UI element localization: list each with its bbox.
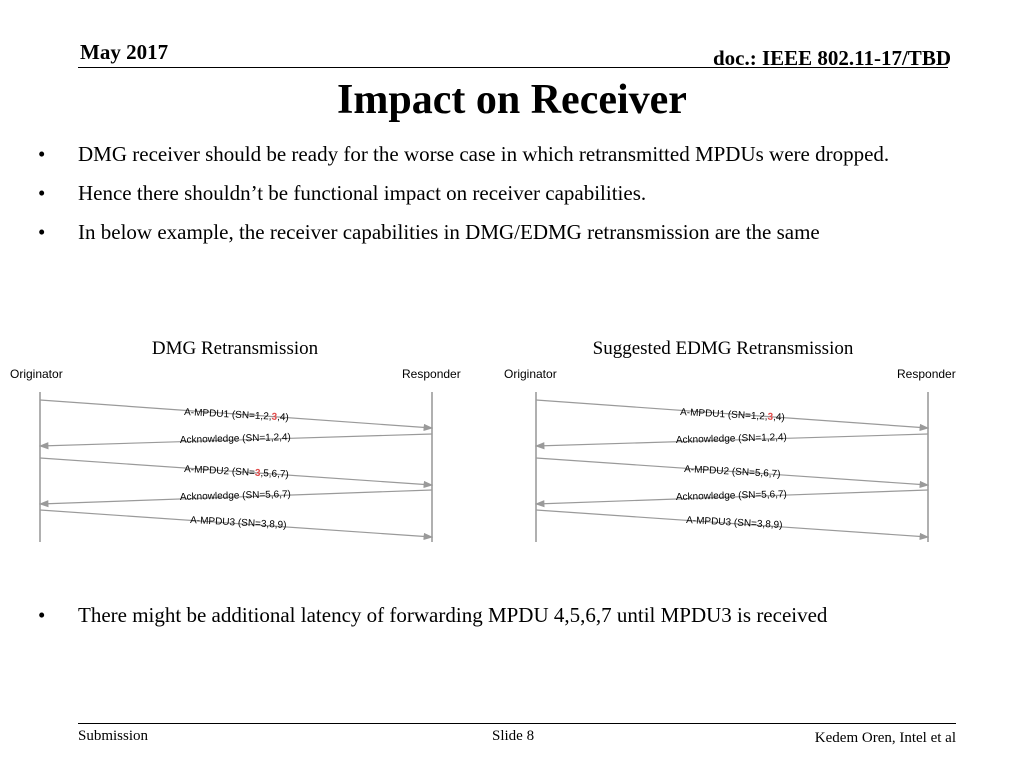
bullet-item bbox=[38, 178, 998, 209]
bullet-dot: • bbox=[38, 181, 46, 205]
bullet-item bbox=[38, 217, 998, 248]
diagram-title: DMG Retransmission bbox=[151, 338, 319, 359]
slide-title: Impact on Receiver bbox=[337, 77, 687, 123]
header-doc-id: doc.: IEEE 802.11-17/TBD bbox=[712, 46, 951, 70]
originator-label: Originator bbox=[504, 367, 557, 381]
message-label: Acknowledge (SN=5,6,7) bbox=[179, 489, 291, 503]
originator-label: Originator bbox=[10, 367, 63, 381]
message-label: Acknowledge (SN=1,2,4) bbox=[675, 432, 787, 446]
header-divider bbox=[78, 67, 948, 68]
message-label: Acknowledge (SN=5,6,7) bbox=[675, 489, 787, 503]
header-date: May 2017 bbox=[80, 40, 169, 64]
bullet-dot: • bbox=[38, 142, 46, 166]
message-label: A-MPDU2 (SN=3,5,6,7) bbox=[183, 464, 290, 481]
bullet-item bbox=[38, 600, 998, 631]
footer-authors: Kedem Oren, Intel et al bbox=[814, 730, 956, 746]
diagram-dmg bbox=[10, 338, 461, 542]
diagram-edmg bbox=[504, 338, 956, 542]
bullet-dot: • bbox=[38, 603, 46, 627]
bullet-text: DMG receiver should be ready for the worse case in which retransmitted MPDUs were dropped. bbox=[78, 142, 890, 166]
message-label: A-MPDU1 (SN=1,2,3,4) bbox=[183, 407, 290, 424]
bottom-bullet-list bbox=[38, 600, 998, 631]
footer-submission: Submission bbox=[78, 728, 149, 744]
diagram-title: Suggested EDMG Retransmission bbox=[592, 338, 854, 359]
message-label: A-MPDU3 (SN=3,8,9) bbox=[189, 515, 287, 532]
responder-label: Responder bbox=[897, 367, 956, 381]
message-label: Acknowledge (SN=1,2,4) bbox=[179, 432, 291, 446]
message-label: A-MPDU2 (SN=5,6,7) bbox=[683, 464, 781, 481]
message-label: A-MPDU3 (SN=3,8,9) bbox=[685, 515, 783, 532]
bullet-text: In below example, the receiver capabilities in DMG/EDMG retransmission are the same bbox=[78, 220, 820, 244]
bullet-item bbox=[38, 139, 998, 170]
sequence-diagrams bbox=[0, 330, 1024, 550]
message-label: A-MPDU1 (SN=1,2,3,4) bbox=[679, 407, 786, 424]
responder-label: Responder bbox=[402, 367, 461, 381]
bullet-list bbox=[38, 139, 998, 256]
bullet-text: Hence there shouldn’t be functional impact on receiver capabilities. bbox=[78, 181, 647, 205]
footer-slide-number: Slide 8 bbox=[492, 728, 535, 744]
bullet-text: There might be additional latency of forwarding MPDU 4,5,6,7 until MPDU3 is received bbox=[78, 603, 828, 627]
footer-divider bbox=[78, 723, 956, 724]
bullet-dot: • bbox=[38, 220, 46, 244]
